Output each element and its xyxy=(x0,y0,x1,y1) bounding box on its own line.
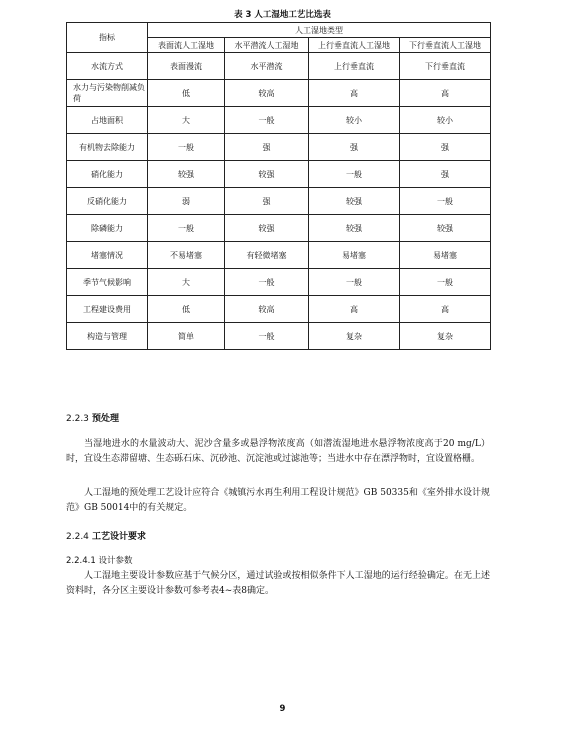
table-cell: 高 xyxy=(309,80,400,107)
page-number: 9 xyxy=(279,704,286,714)
table-title: 表 3 人工湿地工艺比选表 xyxy=(234,10,331,20)
table-row xyxy=(67,53,491,80)
section-heading-2-2-4 xyxy=(66,529,146,542)
column-header: 上行垂直流人工湿地 xyxy=(309,38,400,53)
table-cell: 有轻微堵塞 xyxy=(225,242,309,269)
table-cell: 较高 xyxy=(225,296,309,323)
table-cell: 一般 xyxy=(225,269,309,296)
table-cell: 易堵塞 xyxy=(309,242,400,269)
table-cell: 简单 xyxy=(148,323,225,350)
table-header-row xyxy=(67,23,491,38)
table-cell: 大 xyxy=(148,269,225,296)
section-heading-2-2-3 xyxy=(66,411,119,424)
table-cell: 一般 xyxy=(309,161,400,188)
corner-header: 指标 xyxy=(67,23,148,53)
table-row xyxy=(67,242,491,269)
paragraph-design-parameters: 人工湿地主要设计参数应基于气候分区，通过试验或按相似条件下人工湿地的运行经验确定。在无上述资料时，各分区主要设计参数可参考表4~表8确定。 xyxy=(66,571,490,596)
table-row xyxy=(67,269,491,296)
table-cell: 一般 xyxy=(309,269,400,296)
column-header: 下行垂直流人工湿地 xyxy=(400,38,491,53)
table-row xyxy=(67,296,491,323)
row-label: 季节气候影响 xyxy=(67,269,148,296)
table-cell: 强 xyxy=(225,188,309,215)
table-cell: 水平潜流 xyxy=(225,53,309,80)
row-label: 硝化能力 xyxy=(67,161,148,188)
table-cell: 低 xyxy=(148,296,225,323)
table-cell: 低 xyxy=(148,80,225,107)
table-cell: 一般 xyxy=(225,323,309,350)
section-number: 2.2.4 xyxy=(66,532,89,542)
table-cell: 较强 xyxy=(400,215,491,242)
section-title: 工艺设计要求 xyxy=(92,532,147,542)
row-label: 工程建设费用 xyxy=(67,296,148,323)
table-cell: 表面漫流 xyxy=(148,53,225,80)
table-row xyxy=(67,323,491,350)
row-label: 堵塞情况 xyxy=(67,242,148,269)
table-cell: 高 xyxy=(400,296,491,323)
section-number: 2.2.3 xyxy=(66,414,89,424)
table-cell: 一般 xyxy=(148,215,225,242)
table-cell: 较高 xyxy=(225,80,309,107)
table-cell: 下行垂直流 xyxy=(400,53,491,80)
table-row xyxy=(67,161,491,188)
table-cell: 上行垂直流 xyxy=(309,53,400,80)
column-header: 水平潜流人工湿地 xyxy=(225,38,309,53)
table-cell: 弱 xyxy=(148,188,225,215)
table-cell: 高 xyxy=(400,80,491,107)
table-cell: 一般 xyxy=(400,188,491,215)
table-cell: 较强 xyxy=(225,215,309,242)
table-cell: 一般 xyxy=(148,134,225,161)
table-cell: 一般 xyxy=(400,269,491,296)
table-cell: 易堵塞 xyxy=(400,242,491,269)
row-label: 水流方式 xyxy=(67,53,148,80)
table-cell: 较强 xyxy=(225,161,309,188)
table-cell: 强 xyxy=(309,134,400,161)
table-cell: 较小 xyxy=(309,107,400,134)
table-cell: 一般 xyxy=(225,107,309,134)
table-cell: 较强 xyxy=(309,215,400,242)
table-row xyxy=(67,107,491,134)
table-cell: 强 xyxy=(400,134,491,161)
subsection-heading-2-2-4-1: 2.2.4.1 设计参数 xyxy=(66,556,133,566)
table-row xyxy=(67,215,491,242)
table-cell: 复杂 xyxy=(400,323,491,350)
table-body xyxy=(67,53,491,350)
table-row xyxy=(67,134,491,161)
row-label: 反硝化能力 xyxy=(67,188,148,215)
table-cell: 较强 xyxy=(148,161,225,188)
table-cell: 高 xyxy=(309,296,400,323)
table-cell: 大 xyxy=(148,107,225,134)
table-cell: 较小 xyxy=(400,107,491,134)
column-header: 表面流人工湿地 xyxy=(148,38,225,53)
table-row xyxy=(67,80,491,107)
group-header: 人工湿地类型 xyxy=(148,23,491,38)
table-cell: 较强 xyxy=(309,188,400,215)
table-row xyxy=(67,188,491,215)
row-label: 水力与污染物削减负荷 xyxy=(67,80,148,107)
row-label: 除磷能力 xyxy=(67,215,148,242)
row-label: 有机物去除能力 xyxy=(67,134,148,161)
table-cell: 强 xyxy=(225,134,309,161)
section-title: 预处理 xyxy=(92,414,120,424)
paragraph-pretreatment-2: 人工湿地的预处理工艺设计应符合《城镇污水再生利用工程设计规范》GB 50335和《室外排水设计规范》GB 50014中的有关规定。 xyxy=(66,488,490,513)
row-label: 占地面积 xyxy=(67,107,148,134)
table-cell: 不易堵塞 xyxy=(148,242,225,269)
comparison-table xyxy=(66,22,491,350)
paragraph-pretreatment-1: 当湿地进水的水量波动大、泥沙含量多或悬浮物浓度高（如潜流湿地进水悬浮物浓度高于20 mg/L）时，宜设生态滞留塘、生态砾石床、沉砂池、沉淀池或过滤池等；当进水中存在漂浮物时，宜设置格栅。 xyxy=(66,439,490,464)
row-label: 构造与管理 xyxy=(67,323,148,350)
table-cell: 复杂 xyxy=(309,323,400,350)
table-cell: 强 xyxy=(400,161,491,188)
